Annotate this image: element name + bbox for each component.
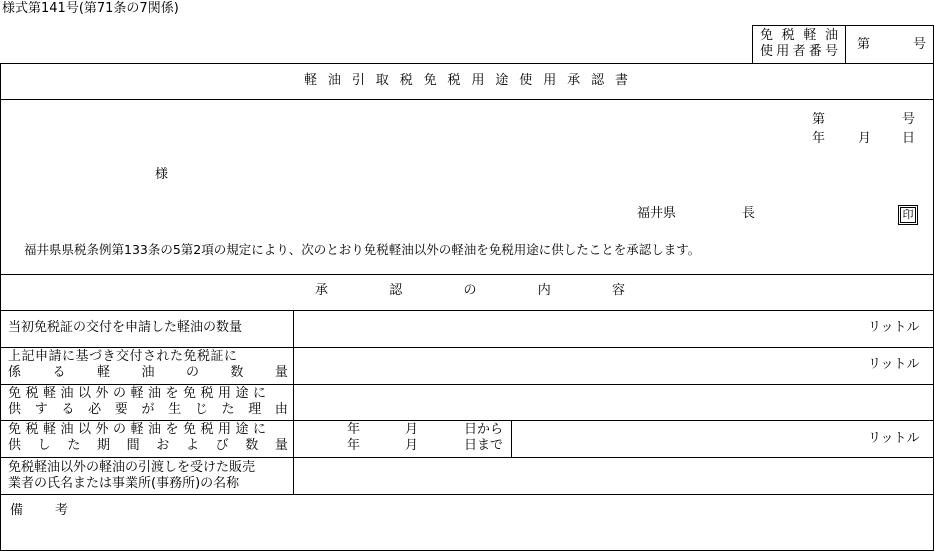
- form-label: 様式第141号(第71条の7関係): [2, 1, 179, 16]
- issuer-prefecture: 福井県: [637, 206, 677, 221]
- date-year: 年: [812, 131, 826, 146]
- row4-unit: リットル: [868, 431, 920, 446]
- date-month: 月: [858, 131, 872, 146]
- approval-text: 福井県県税条例第133条の5第2項の規定により、次のとおり免税軽油以外の軽油を免税用途に供したことを承認します。: [24, 242, 701, 257]
- form-title: 軽 油 引 取 税 免 税 用 途 使 用 承 認 書: [304, 73, 628, 88]
- addressee-suffix: 様: [155, 167, 169, 182]
- period-to-day: 日まで: [464, 438, 504, 453]
- row2-unit: リットル: [868, 357, 920, 372]
- permit-label-line1: 免 税 軽 油: [760, 28, 838, 43]
- row2-label-line1: 上記申請に基づき交付された免税証に: [8, 349, 238, 364]
- doc-number-go: 号: [902, 112, 916, 127]
- period-from-month: 月: [405, 422, 419, 437]
- row1-unit: リットル: [868, 320, 920, 335]
- permit-go: 号: [913, 37, 927, 52]
- row4-label-line2: 供 し た 期 間 お よ び 数 量: [8, 438, 288, 453]
- period-from-day: 日から: [464, 422, 504, 437]
- period-to-year: 年: [347, 438, 361, 453]
- permit-label-line2: 使 用 者 番 号: [760, 44, 838, 59]
- permit-dai: 第: [857, 37, 871, 52]
- date-day: 日: [902, 131, 916, 146]
- row5-label-line2: 業者の氏名または事業所(事務所)の名称: [8, 476, 240, 491]
- issuer-chief: 長: [742, 206, 756, 221]
- content-header: 承 認 の 内 容: [315, 283, 625, 298]
- row4-label-line1: 免税軽油以外の軽油を免税用途に: [8, 422, 271, 437]
- row2-label-line2: 係 る 軽 油 の 数 量: [8, 365, 288, 380]
- remarks-label: 備 考: [10, 503, 68, 518]
- row5-label-line1: 免税軽油以外の軽油の引渡しを受けた販売: [8, 460, 256, 475]
- doc-number-dai: 第: [812, 112, 826, 127]
- row3-label-line1: 免税軽油以外の軽油を免税用途に: [8, 386, 271, 401]
- row1-label: 当初免税証の交付を申請した軽油の数量: [8, 320, 243, 335]
- period-from-year: 年: [347, 422, 361, 437]
- seal-mark: 印: [900, 207, 916, 223]
- row3-label-line2: 供 す る 必 要 が 生 じ た 理 由: [8, 402, 288, 417]
- period-to-month: 月: [405, 438, 419, 453]
